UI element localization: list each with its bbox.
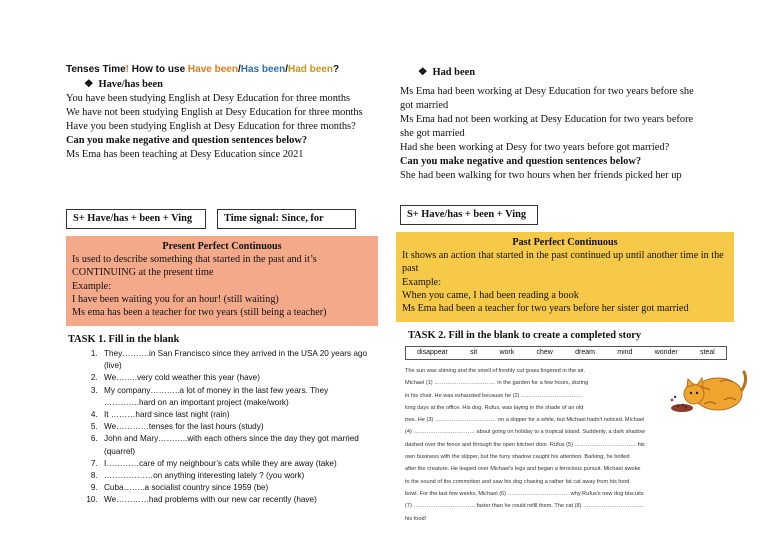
task1-item: 8. ………………on anything interesting lately ? (you work)	[100, 470, 378, 482]
word-bank-item: dream	[575, 349, 595, 356]
story-line: tree. He (3) …………………………… on a slipper for a while, but Michael hadn't noticed. Michael	[405, 417, 645, 424]
task1-item: 1. They……….in San Francisco since they arrived in the USA 20 years ago (live)	[100, 348, 378, 372]
task1-list-container	[66, 348, 378, 507]
story-line: after the creature. He leaped over Michael's legs and began a ferocious pursuit. Michael awoke	[405, 466, 641, 473]
exercise-question: Can you make negative and question sentences below?	[400, 156, 642, 167]
word-bank-item: mind	[617, 349, 633, 356]
exercise-question: Can you make negative and question sentences below?	[66, 135, 308, 146]
exercise-sentence: She had been walking for two hours when her friends picked her up	[400, 170, 682, 181]
example-line: Ms Ema had been working at Desy Education for two years before she got married	[400, 86, 694, 111]
had-been-examples	[400, 85, 700, 183]
cat-eating-icon	[668, 364, 748, 416]
exercise-sentence: Ms Ema has been teaching at Desy Education since 2021	[66, 149, 304, 160]
panel-line: It shows an action that started in the past continued up until another time in the past	[402, 250, 724, 275]
example-line: You have been studying English at Desy Education for three months	[66, 93, 351, 104]
diamond-bullet-icon: ❖	[418, 67, 428, 78]
task2-title: TASK 2. Fill in the blank to create a completed story	[408, 330, 642, 341]
task1-item: 2. We……..very cold weather this year (have)	[100, 372, 378, 384]
story-line: own business with the slipper, but the furry shadow caught his attention. Barking, he bolted	[405, 454, 630, 461]
panel-line: Ms Ema had been a teacher for two years before her sister got married	[402, 303, 689, 315]
panel-line: Is used to describe something that started in the past and it’s CONTINUING at the present time	[72, 254, 317, 279]
present-perfect-continuous-panel	[66, 236, 378, 326]
story-line: in his chair. He was exhausted because he (2) ……………………………	[405, 392, 583, 399]
panel-heading: Present Perfect Continuous	[162, 241, 282, 252]
story-line: dashed over the fence and through the open kitchen door. Rufus (5) …………………………… his	[405, 441, 645, 448]
task1-item: 5. We…………tenses for the last hours (study)	[100, 421, 378, 433]
panel-line: Example:	[402, 276, 442, 288]
story-line: to the sound of the commotion and saw his dog chasing a rather fat cat away from his food	[405, 478, 630, 485]
task1-list	[66, 348, 378, 507]
task1-item: 9. Cuba……..a socialist country since 1959 (be)	[100, 482, 378, 494]
story-line: Michael (1) …………………………… in the garden for a few hours, dozing	[405, 380, 589, 387]
word-bank-item: disappear	[417, 349, 448, 356]
word-bank	[405, 346, 727, 360]
had-been-heading: ❖ Had been	[418, 67, 475, 78]
story-line: The sun was shining and the smell of freshly cut grass lingered in the air.	[405, 368, 586, 374]
panel-line: Example:	[72, 280, 112, 292]
panel-line: I have been waiting you for an hour! (still waiting)	[72, 293, 279, 305]
panel-heading: Past Perfect Continuous	[512, 237, 618, 248]
task1-item: 4. It ………hard since last night (rain)	[100, 409, 378, 421]
task1-title: TASK 1. Fill in the blank	[68, 334, 180, 345]
task1-item: 3. My company………..a lot of money in the last few years. They ………….hard on an important project (make/work)	[100, 385, 378, 409]
task1-item: 6. John and Mary………..with each others since the day they got married (quarrel)	[100, 433, 378, 457]
example-line: Had she been working at Desy for two years before got married?	[400, 142, 670, 153]
worksheet-title: Tenses Time! How to use Have been/Has been/Had been?	[66, 64, 340, 75]
have-has-been-examples	[66, 92, 378, 162]
example-line: We have not been studying English at Desy Education for three months	[66, 107, 363, 118]
word-bank-item: steal	[699, 349, 715, 356]
story-line: (4) …………………………… about going on holiday to a tropical island. Suddenly, a dark shadow	[405, 429, 645, 436]
story-line: long days at the office. His dog, Rufus, was laying in the shade of an old	[405, 404, 584, 411]
word-bank-item: work	[499, 349, 515, 356]
word-bank-item: wonder	[654, 349, 678, 356]
have-has-been-heading: ❖ Have/has been	[84, 79, 163, 90]
task1-item: 10. We…………had problems with our new car recently (have)	[100, 494, 378, 506]
story-line: bowl. For the last few weeks, Michael (6) …………………………… why Rufus's new dog biscuits	[405, 490, 644, 497]
example-line: Ms Ema had not been working at Desy Education for two years before she got married	[400, 114, 694, 139]
time-signal-box: Time signal: Since, for	[217, 209, 356, 229]
diamond-bullet-icon: ❖	[84, 79, 94, 90]
story-line: (7) …………………………… faster than he could refill them. The cat (8) ……………………………	[405, 503, 645, 510]
story-line: his food!	[405, 515, 427, 522]
past-perfect-continuous-panel	[396, 232, 734, 322]
word-bank-item: chew	[536, 349, 553, 356]
panel-line: When you came, I had been reading a book	[402, 289, 579, 301]
example-line: Have you been studying English at Desy Education for three months?	[66, 121, 356, 132]
task1-item: 7. I…………care of my neighbour’s cats while they are away (take)	[100, 458, 378, 470]
formula-box: S+ Have/has + been + Ving	[400, 205, 538, 225]
panel-line: Ms ema has been a teacher for two years (still being a teacher)	[72, 307, 327, 319]
formula-box: S+ Have/has + been + Ving	[66, 209, 206, 229]
word-bank-item: sit	[470, 349, 478, 356]
